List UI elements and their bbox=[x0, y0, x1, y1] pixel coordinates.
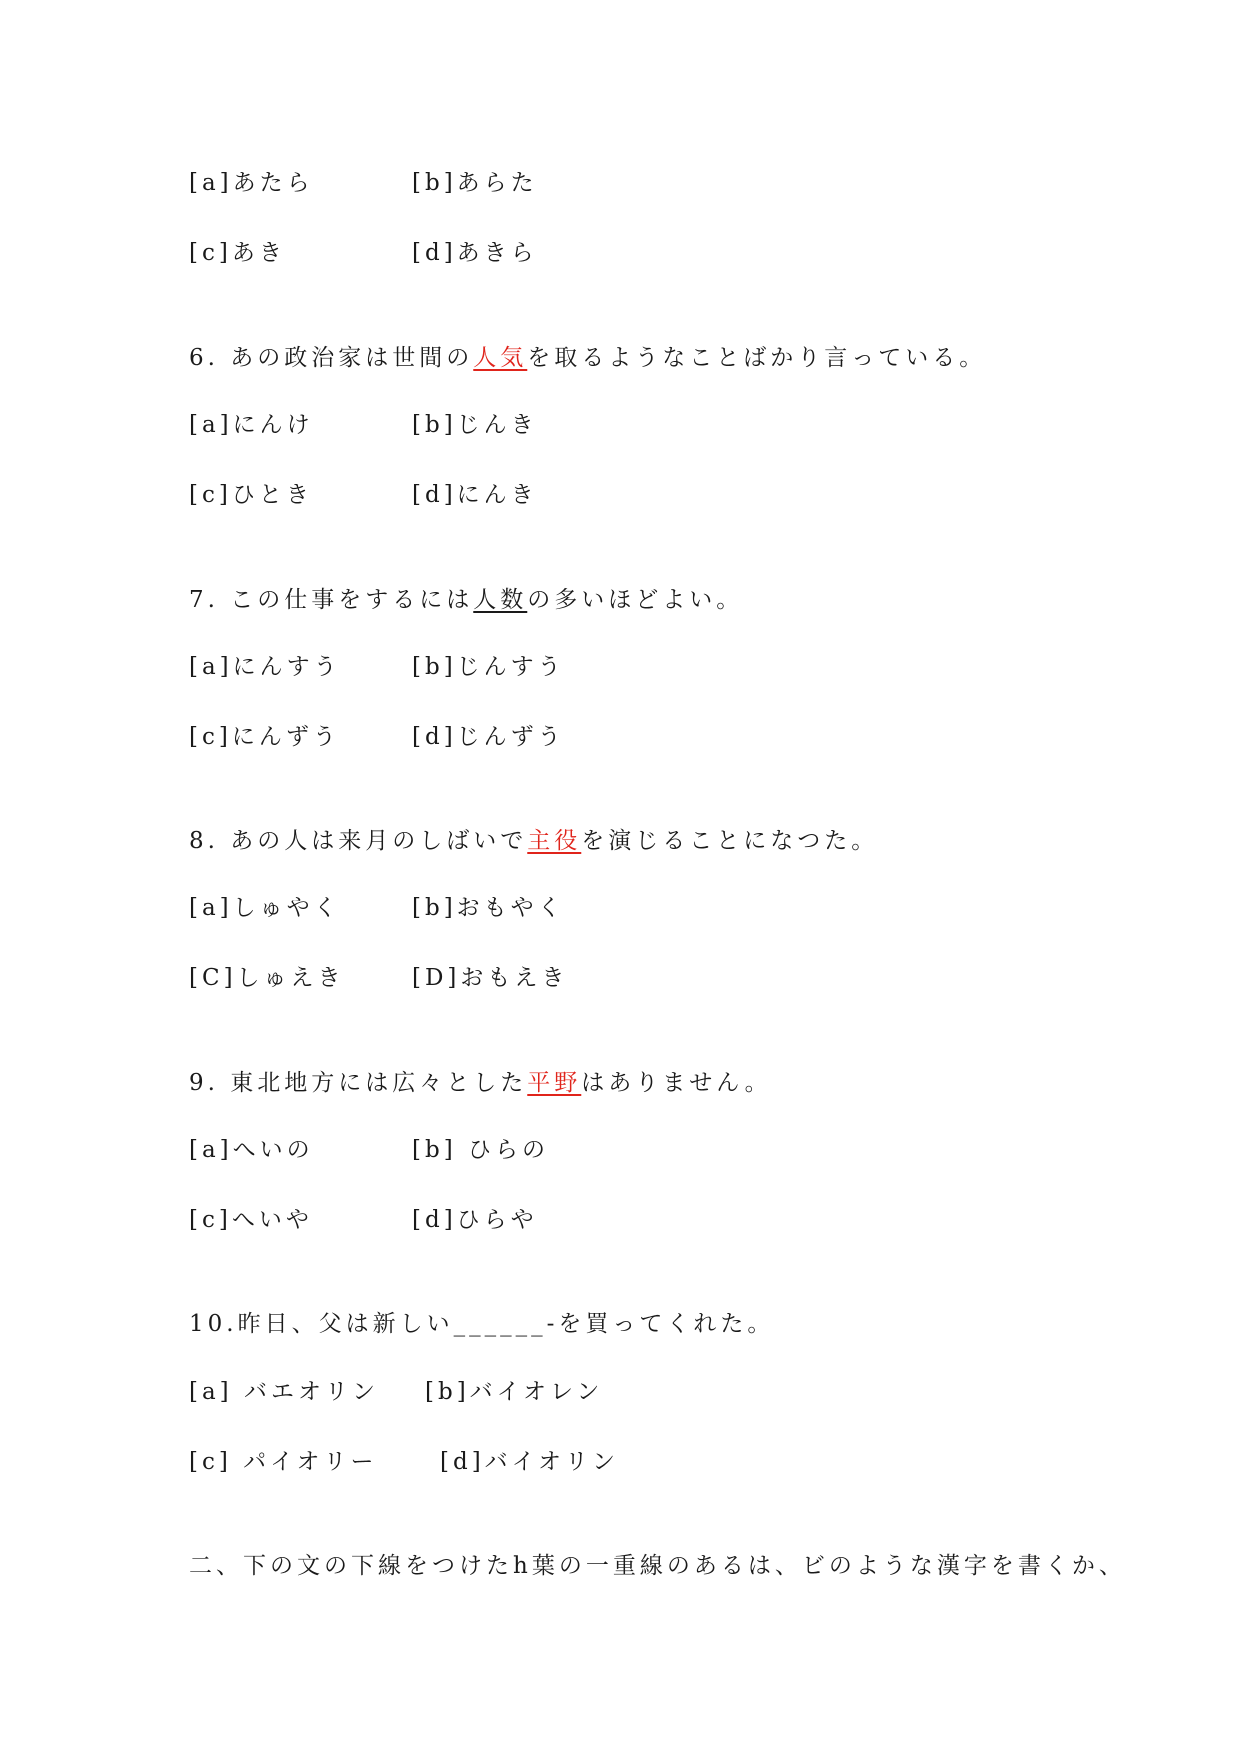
q7-question bbox=[189, 585, 743, 615]
q7-highlight: 人数 bbox=[473, 587, 528, 613]
q7-text-before: 7. この仕事をするには bbox=[189, 587, 474, 613]
q10-question: 10.昨日、父は新しい______-を買ってくれた。 bbox=[189, 1311, 775, 1337]
q6-highlight: 人気 bbox=[473, 345, 528, 371]
q6-option-d: [d]にんき bbox=[412, 482, 538, 508]
q9-option-c: [c]へいや bbox=[189, 1207, 313, 1233]
q9-question bbox=[189, 1068, 772, 1098]
q5-option-a: [a]あたら bbox=[189, 170, 314, 196]
q8-question bbox=[189, 826, 878, 856]
q6-option-a: [a]にんけ bbox=[189, 412, 314, 438]
q9-text-before: 9. 東北地方には広々とした bbox=[189, 1070, 528, 1096]
q9-highlight: 平野 bbox=[527, 1070, 582, 1096]
q5-option-b: [b]あらた bbox=[412, 170, 538, 196]
q8-highlight: 主役 bbox=[527, 828, 582, 854]
q9-option-a: [a]へいの bbox=[189, 1137, 314, 1163]
q7-text-after: の多いほどよい。 bbox=[527, 587, 744, 613]
q9-option-d: [d]ひらや bbox=[412, 1207, 538, 1233]
q7-option-b: [b]じんすう bbox=[412, 654, 565, 680]
q8-option-c: [C]しゅえき bbox=[189, 965, 345, 991]
q9-text-after: はありません。 bbox=[581, 1070, 772, 1096]
section-2-heading: 二、下の文の下線をつけたh葉の一重線のあるは、ビのような漢字を書くか、 bbox=[189, 1553, 1126, 1579]
q7-option-c: [c]にんずう bbox=[189, 724, 340, 750]
q10-option-c: [c] パイオリー bbox=[189, 1449, 378, 1475]
q8-text-before: 8. あの人は来月のしばいで bbox=[189, 828, 528, 854]
q7-option-d: [d]じんずう bbox=[412, 724, 565, 750]
q6-option-c: [c]ひとき bbox=[189, 482, 313, 508]
q8-option-a: [a]しゅやく bbox=[189, 895, 341, 921]
q8-text-after: を演じることになつた。 bbox=[581, 828, 879, 854]
q6-text-before: 6. あの政治家は世間の bbox=[189, 345, 474, 371]
q6-text-after: を取るようなことばかり言っている。 bbox=[527, 345, 987, 371]
q10-option-d: [d]バイオリン bbox=[440, 1449, 619, 1475]
q6-option-b: [b]じんき bbox=[412, 412, 538, 438]
q5-option-c: [c]あき bbox=[189, 240, 286, 266]
q10-option-a: [a] バエオリン bbox=[189, 1379, 379, 1405]
q8-option-b: [b]おもやく bbox=[412, 895, 565, 921]
q8-option-d: [D]おもえき bbox=[412, 965, 569, 991]
q6-question bbox=[189, 343, 986, 373]
q9-option-b: [b] ひらの bbox=[412, 1137, 549, 1163]
q7-option-a: [a]にんすう bbox=[189, 654, 341, 680]
q5-option-d: [d]あきら bbox=[412, 240, 538, 266]
q10-option-b: [b]バイオレン bbox=[425, 1379, 604, 1405]
